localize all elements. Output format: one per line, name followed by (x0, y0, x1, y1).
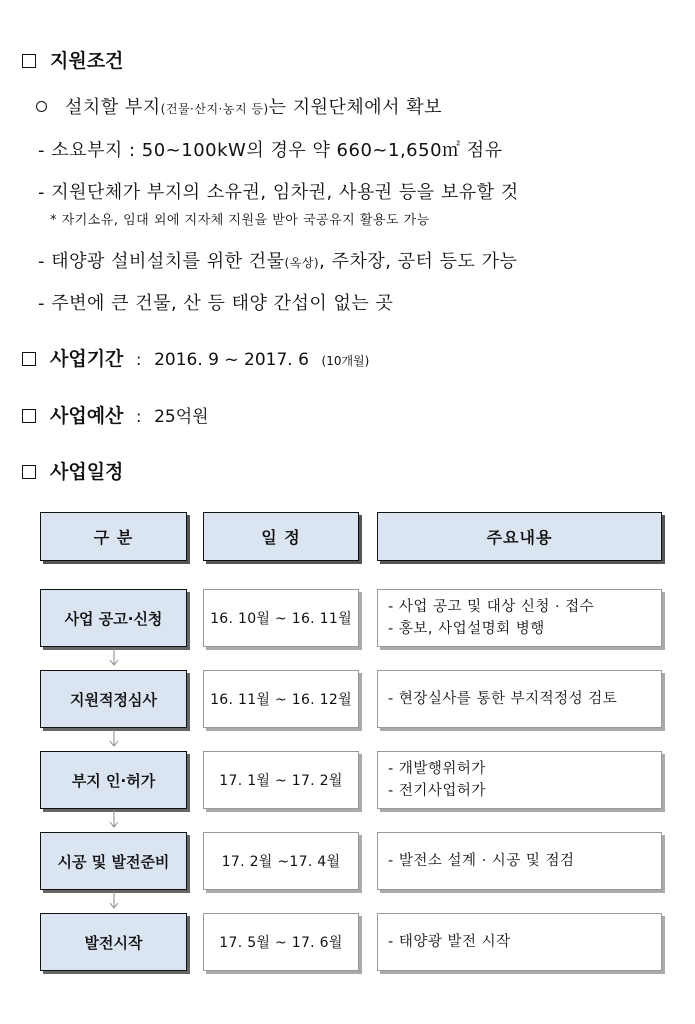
down-arrow-icon (107, 891, 121, 911)
section-period-heading (22, 344, 369, 371)
circle-bullet-icon (36, 101, 47, 112)
support-item-3-suffix: , 주차장, 공터 등도 가능 (319, 251, 518, 272)
checkbox-square-icon (22, 54, 36, 68)
period-colon: : (136, 350, 142, 369)
stage-box: 발전시작 (40, 913, 187, 971)
table-header-stage: 구 분 (40, 512, 187, 561)
section-budget-heading (22, 401, 209, 428)
support-item-3-small: (옥상) (284, 256, 320, 270)
section-title: 사업예산 (50, 405, 124, 427)
table-header-details: 주요내용 (377, 512, 662, 561)
budget-colon: : (136, 407, 142, 426)
detail-line: - 홍보, 사업설명회 병행 (388, 621, 545, 637)
schedule-box: 16. 11월 ~ 16. 12월 (203, 670, 359, 728)
down-arrow-icon (107, 810, 121, 830)
stage-box: 지원적정심사 (40, 670, 187, 728)
support-item-4: - 주변에 큰 건물, 산 등 태양 간섭이 없는 곳 (38, 293, 394, 314)
support-item-2: - 지원단체가 부지의 소유권, 임차권, 사용권 등을 보유할 것 (38, 182, 519, 203)
stage-box: 시공 및 발전준비 (40, 832, 187, 890)
section-schedule-heading (22, 457, 123, 484)
support-main-small: (건물·산지·농지 등) (160, 102, 269, 116)
stage-box: 부지 인·허가 (40, 751, 187, 809)
details-box (377, 589, 662, 647)
detail-line: - 발전소 설계 · 시공 및 점검 (388, 853, 575, 869)
support-main-line (36, 93, 442, 119)
details-box (377, 670, 662, 728)
support-item-2-note: * 자기소유, 임대 외에 지자체 지원을 받아 국공유지 활용도 가능 (50, 213, 430, 228)
period-value: 2016. 9 ~ 2017. 6 (154, 350, 309, 370)
down-arrow-icon (107, 648, 121, 668)
support-main-suffix: 는 지원단체에서 확보 (268, 97, 443, 118)
checkbox-square-icon (22, 409, 36, 423)
details-box (377, 751, 662, 809)
support-main-prefix: 설치할 부지 (65, 97, 161, 118)
budget-value: 25억원 (154, 407, 209, 427)
support-item-3-prefix: - 태양광 설비설치를 위한 건물 (38, 251, 285, 272)
down-arrow-icon (107, 729, 121, 749)
detail-line: - 현장실사를 통한 부지적정성 검토 (388, 691, 618, 707)
checkbox-square-icon (22, 465, 36, 479)
section-title: 지원조건 (50, 50, 124, 72)
detail-line: - 개발행위허가 (388, 761, 486, 777)
section-support-heading (22, 46, 123, 73)
detail-line: - 태양광 발전 시작 (388, 934, 511, 950)
schedule-box: 16. 10월 ~ 16. 11월 (203, 589, 359, 647)
detail-line: - 전기사업허가 (388, 783, 486, 799)
schedule-box: 17. 1월 ~ 17. 2월 (203, 751, 359, 809)
stage-box: 사업 공고·신청 (40, 589, 187, 647)
detail-line: - 사업 공고 및 대상 신청 · 접수 (388, 599, 595, 615)
section-title: 사업일정 (50, 461, 124, 483)
table-header-schedule: 일 정 (203, 512, 359, 561)
details-box (377, 832, 662, 890)
section-title: 사업기간 (50, 348, 124, 370)
support-item-3 (38, 247, 517, 273)
schedule-box: 17. 2월 ~17. 4월 (203, 832, 359, 890)
period-note: (10개월) (321, 354, 370, 368)
checkbox-square-icon (22, 352, 36, 366)
schedule-box: 17. 5월 ~ 17. 6월 (203, 913, 359, 971)
support-item-1: - 소요부지 : 50~100kW의 경우 약 660~1,650㎡ 점유 (38, 140, 503, 161)
details-box (377, 913, 662, 971)
